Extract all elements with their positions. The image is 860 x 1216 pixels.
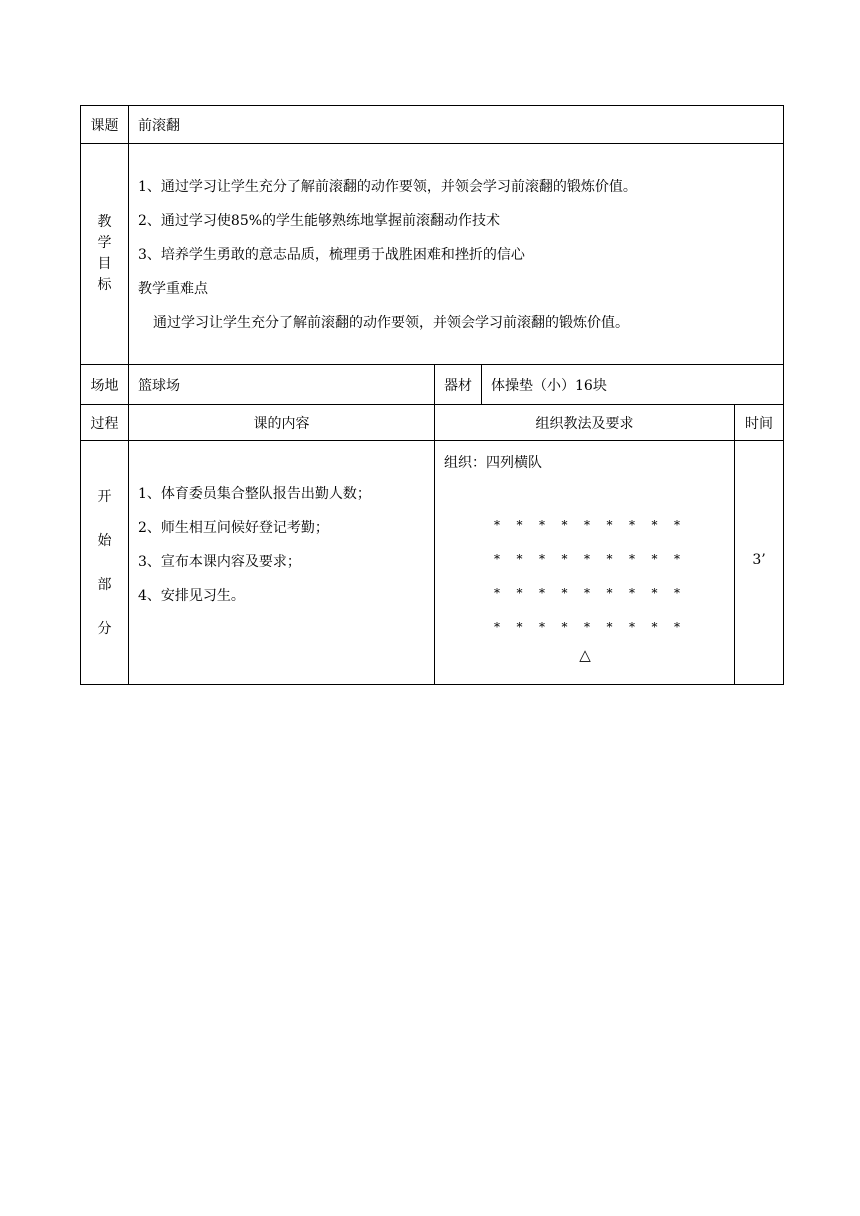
student-marker: *	[561, 620, 568, 634]
start-label-char: 始	[97, 532, 112, 549]
organization-cell	[435, 441, 735, 685]
start-label-char: 部	[97, 576, 112, 593]
formation-row	[492, 576, 682, 610]
start-label-char: 分	[97, 620, 112, 637]
objectives-label-char: 目	[97, 256, 112, 272]
student-marker: *	[629, 586, 635, 600]
student-marker: *	[539, 620, 545, 634]
student-marker: *	[674, 586, 680, 600]
student-marker: *	[516, 552, 523, 566]
student-marker: *	[494, 620, 500, 634]
student-marker: *	[516, 518, 523, 532]
student-marker: *	[539, 586, 545, 600]
objectives-content	[129, 144, 784, 365]
start-item: 3、宣布本课内容及要求；	[138, 554, 301, 570]
key-points-title: 教学重难点	[138, 281, 208, 297]
equipment-value: 体操垫（小）16块	[482, 365, 784, 405]
start-item: 2、师生相互问候好登记考勤；	[138, 520, 329, 536]
student-marker: *	[674, 518, 680, 532]
header-process: 过程	[81, 405, 129, 441]
student-marker: *	[516, 586, 523, 600]
formation-diagram	[444, 508, 726, 644]
objectives-label-char: 教	[97, 214, 112, 230]
header-content: 课的内容	[129, 405, 435, 441]
start-label-char: 开	[97, 488, 112, 505]
student-marker: *	[606, 620, 613, 634]
header-time: 时间	[735, 405, 784, 441]
student-marker: *	[539, 552, 545, 566]
student-marker: *	[674, 620, 680, 634]
student-marker: *	[539, 518, 545, 532]
objective-item: 1、通过学习让学生充分了解前滚翻的动作要领，并领会学习前滚翻的锻炼价值。	[138, 179, 637, 195]
student-marker: *	[584, 552, 590, 566]
teacher-marker: △	[579, 646, 591, 664]
venue-row	[81, 365, 784, 405]
lesson-plan-table	[80, 105, 784, 685]
student-marker: *	[494, 518, 500, 532]
objective-item: 3、培养学生勇敢的意志品质，梳理勇于战胜困难和挫折的信心	[138, 247, 525, 263]
header-row	[81, 405, 784, 441]
student-marker: *	[651, 518, 658, 532]
objectives-label-char: 标	[97, 277, 112, 293]
student-marker: *	[584, 620, 590, 634]
student-marker: *	[651, 620, 658, 634]
objectives-row	[81, 144, 784, 365]
start-section-time: 3’	[735, 441, 784, 685]
student-marker: *	[674, 552, 680, 566]
student-marker: *	[651, 586, 658, 600]
topic-label: 课题	[81, 106, 129, 144]
student-marker: *	[584, 586, 590, 600]
start-item: 1、体育委员集合整队报告出勤人数；	[138, 486, 371, 502]
student-marker: *	[606, 586, 613, 600]
student-marker: *	[651, 552, 658, 566]
student-marker: *	[516, 620, 523, 634]
key-points-text: 通过学习让学生充分了解前滚翻的动作要领，并领会学习前滚翻的锻炼价值。	[153, 315, 629, 331]
formation-row	[492, 542, 682, 576]
venue-value: 篮球场	[129, 365, 435, 405]
student-marker: *	[494, 552, 500, 566]
header-method: 组织教法及要求	[435, 405, 735, 441]
objective-item: 2、通过学习使85%的学生能够熟练地掌握前滚翻动作技术	[138, 213, 501, 229]
start-section-row	[81, 441, 784, 685]
student-marker: *	[606, 518, 613, 532]
start-section-content	[129, 441, 435, 685]
objectives-label	[81, 144, 129, 365]
topic-value: 前滚翻	[129, 106, 784, 144]
venue-label: 场地	[81, 365, 129, 405]
objectives-label-char: 学	[97, 235, 112, 251]
student-marker: *	[606, 552, 613, 566]
student-marker: *	[629, 518, 635, 532]
formation-row	[492, 508, 682, 542]
student-marker: *	[584, 518, 590, 532]
organization-text: 组织：四列横队	[444, 455, 542, 471]
student-marker: *	[629, 552, 635, 566]
student-marker: *	[561, 586, 568, 600]
student-marker: *	[494, 586, 500, 600]
topic-row	[81, 106, 784, 144]
student-marker: *	[561, 518, 568, 532]
equipment-label: 器材	[435, 365, 482, 405]
start-item: 4、安排见习生。	[138, 588, 245, 604]
student-marker: *	[561, 552, 568, 566]
student-marker: *	[629, 620, 635, 634]
start-section-label	[81, 441, 129, 685]
formation-row	[492, 610, 682, 644]
